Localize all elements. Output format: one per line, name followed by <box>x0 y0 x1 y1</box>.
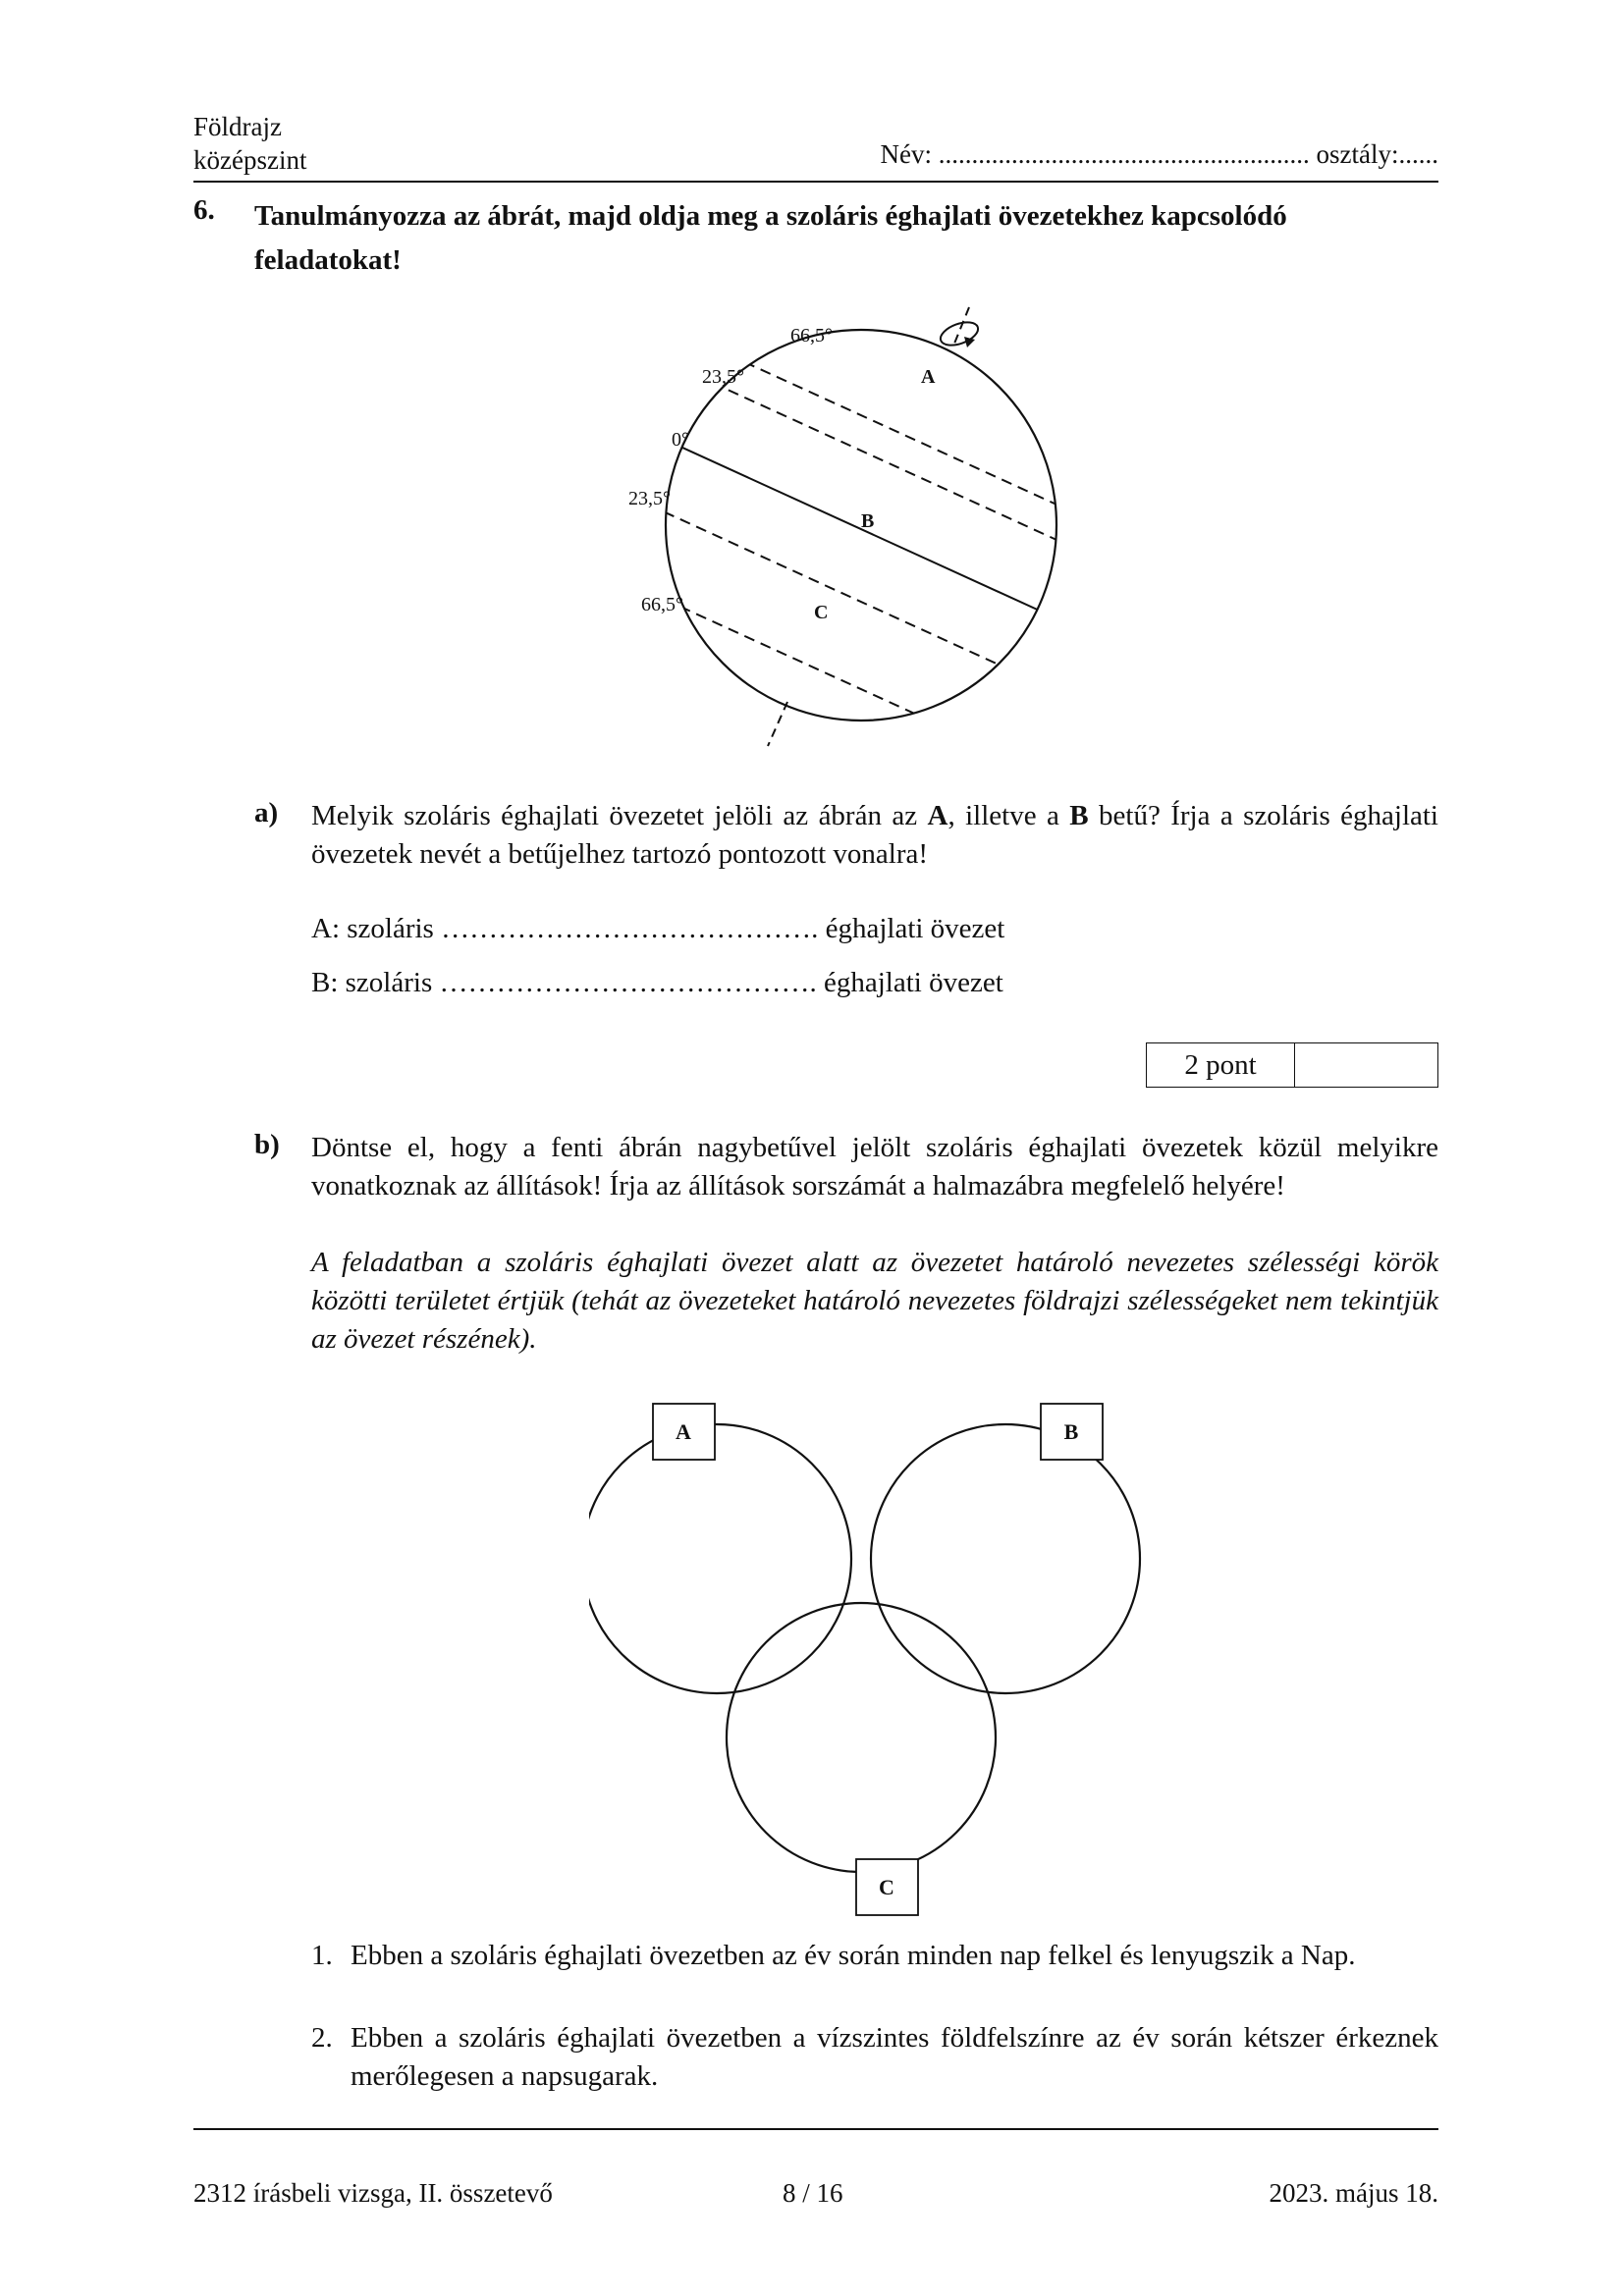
venn-label-b: B <box>1063 1419 1079 1444</box>
venn-circle-b <box>871 1424 1140 1693</box>
arctic-circle-line <box>648 318 1100 524</box>
antarctic-circle-line <box>648 592 1100 756</box>
venn-label-c: C <box>879 1875 894 1899</box>
part-a-question: Melyik szoláris éghajlati övezetet jelöli az ábrán az A, illetve a B betű? Írja a szoláris éghajlati övezetek nevét a betűjelhez tartozó pontozott vonalra! <box>311 800 1438 870</box>
rotation-axis-south <box>768 702 787 746</box>
footer-date: 2023. május 18. <box>1269 2178 1438 2208</box>
statement-2-text: Ebben a szoláris éghajlati övezetben a vízszintes földfelszínre az év során kétszer érkeznek merőlegesen a napsugarak. <box>351 2022 1438 2092</box>
zone-label-a: A <box>921 366 936 388</box>
lat-label-235n: 23,5° <box>702 366 744 388</box>
name-class-field: Név: ........................................................ osztály:...... <box>880 139 1438 169</box>
zone-label-c: C <box>814 602 829 623</box>
answer-line-b[interactable]: B: szoláris …………………………………. éghajlati övezet <box>311 967 1003 998</box>
lat-label-665n: 66,5° <box>790 325 833 347</box>
subject-label: Földrajz <box>193 112 282 141</box>
part-b-note: A feladatban a szoláris éghajlati övezet alatt az övezetet határoló nevezetes szélességi körök közötti területet értjük (tehát az övezeteket határoló nevezetes földrajzi szélességeket nem tekintjük az övezet részének). <box>311 1247 1438 1355</box>
header-rule <box>193 181 1438 183</box>
level-label: középszint <box>193 145 307 175</box>
footer-rule <box>193 2128 1438 2130</box>
statement-2-number: 2. <box>311 2022 333 2054</box>
solar-zones-globe-figure <box>589 294 1100 756</box>
venn-circle-c <box>727 1603 996 1872</box>
part-b-label: b) <box>254 1129 280 1160</box>
answer-line-a[interactable]: A: szoláris …………………………………. éghajlati övezet <box>311 913 1005 944</box>
rotation-arrow-icon <box>938 318 981 349</box>
part-b-question: Döntse el, hogy a fenti ábrán nagybetűvel jelölt szoláris éghajlati övezetek közül melyikre vonatkoznak az állítások! Írja az állítások sorszámát a halmazábra megfelelő helyére! <box>311 1132 1438 1201</box>
venn-diagram <box>589 1394 1159 1924</box>
lat-label-665s: 66,5° <box>641 594 683 615</box>
score-box <box>1146 1042 1438 1088</box>
venn-circle-a <box>589 1424 851 1693</box>
footer-exam-id: 2312 írásbeli vizsga, II. összetevő <box>193 2178 553 2208</box>
statement-1-text: Ebben a szoláris éghajlati övezetben az év során minden nap felkel és lenyugszik a Nap. <box>351 1940 1356 1971</box>
task-title: Tanulmányozza az ábrát, majd oldja meg a szoláris éghajlati övezetekhez kapcsolódó feladatokat! <box>254 200 1287 276</box>
score-input-cell[interactable] <box>1295 1043 1437 1087</box>
venn-label-a: A <box>676 1419 691 1444</box>
zone-label-b: B <box>861 510 875 532</box>
task-number: 6. <box>193 194 215 226</box>
score-label: 2 pont <box>1147 1043 1295 1087</box>
lat-label-235s: 23,5° <box>628 488 671 509</box>
lat-label-0: 0° <box>672 429 689 451</box>
statement-1-number: 1. <box>311 1940 333 1971</box>
part-a-label: a) <box>254 797 279 828</box>
footer-page-number: 8 / 16 <box>783 2178 843 2208</box>
